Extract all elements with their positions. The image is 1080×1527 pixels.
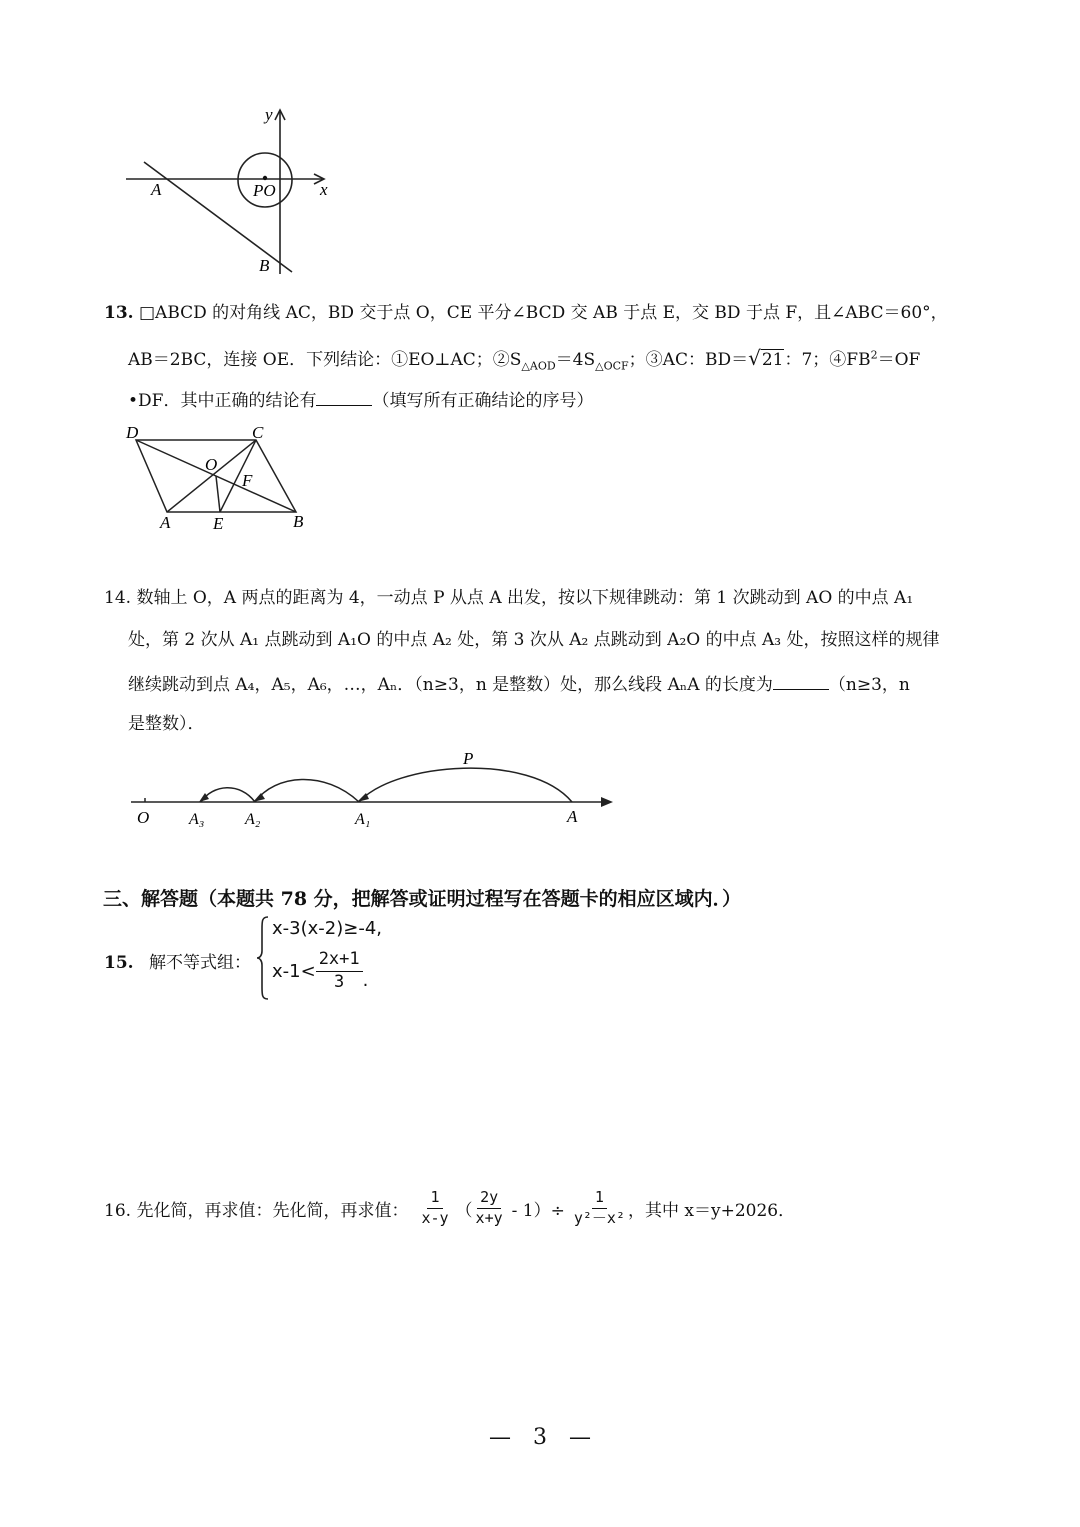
q15-number: 15. (104, 953, 134, 973)
label-b: B (259, 256, 270, 275)
q13-sqrt-value: 21 (761, 350, 784, 370)
page-number: — 3 — (489, 1425, 591, 1450)
q13-line3-a: •DF．其中正确的结论有 (128, 391, 317, 411)
q13-line2-a: AB＝2BC，连接 OE．下列结论：①EO⊥AC；②S (128, 350, 522, 370)
q16-f3-num: 1 (592, 1189, 607, 1208)
q16-tail: ，其中 x＝y+2026． (627, 1200, 796, 1221)
q13-parallelogram-figure (122, 420, 322, 535)
q12-coordinate-figure (118, 98, 338, 283)
q13-line3-b: （填写所有正确结论的序号） (372, 391, 594, 411)
q13-sup: 2 (870, 348, 878, 362)
number-line-arrow (601, 797, 613, 807)
q14-number-line-figure (125, 742, 625, 837)
q16-f1-num: 1 (427, 1189, 442, 1208)
q16-f3-den: y²－x² (573, 1208, 625, 1227)
q16-paren-open: （ (455, 1200, 473, 1221)
q15-inequality-2 (272, 950, 368, 992)
jump-arc-1 (359, 768, 572, 802)
q14-line4: 是整数）． (128, 714, 205, 734)
q16-minus-one: - 1）÷ (511, 1200, 565, 1221)
label-a: A (567, 807, 578, 826)
q16-fraction-3 (571, 1189, 628, 1227)
q13-answer-blank[interactable] (316, 390, 372, 406)
label-x: x (320, 180, 328, 199)
label-po: PO (253, 181, 276, 200)
q14-line1: 14. 数轴上 O，A 两点的距离为 4，一动点 P 从点 A 出发，按以下规律跳动：第 1 次跳动到 AO 的中点 A₁ (104, 588, 914, 608)
label-a1: A₁ (355, 811, 371, 828)
q16-text: 16. 先化简，再求值：先化简，再求值： (104, 1200, 409, 1221)
label-f: F (242, 471, 253, 490)
q13-line2-c: ；③AC：BD＝ (628, 350, 749, 370)
left-brace (256, 915, 270, 1001)
q13-sub2: △OCF (595, 359, 629, 373)
q13-line1: □ABCD 的对角线 AC，BD 交于点 O，CE 平分∠BCD 交 AB 于点 E，交 BD 于点 F，且∠ABC＝60°， (138, 303, 948, 323)
q13-line2-d: ：7；④FB (784, 350, 871, 370)
q14-line2: 处，第 2 次从 A₁ 点跳动到 A₁O 的中点 A₂ 处，第 3 次从 A₂ 点跳动到 A₂O 的中点 A₃ 处，按照这样的规律 (128, 630, 940, 650)
label-a: A (151, 180, 162, 199)
question-16 (104, 1182, 795, 1234)
q13-line2-b: ＝4S (555, 350, 596, 370)
q15-inequality-1: x-3(x-2)≥-4, (272, 918, 382, 939)
q15-fraction (316, 950, 363, 992)
label-c: C (252, 423, 264, 442)
q15-ineq2-left: x-1< (272, 960, 316, 982)
label-o: O (137, 808, 150, 827)
question-15 (104, 948, 251, 973)
section-3-title: 三、解答题（本题共 78 分，把解答或证明过程写在答题卡的相应区域内．） (103, 888, 742, 910)
q14-line3-b: （n≥3，n (828, 675, 910, 695)
label-b: B (293, 512, 304, 531)
q16-fraction-2 (473, 1189, 506, 1227)
label-p: P (463, 749, 474, 768)
label-a2: A₂ (245, 811, 261, 828)
q13-sub1: △AOD (521, 359, 556, 373)
q15-ineq2-end: . (362, 969, 369, 991)
q16-f2-num: 2y (477, 1189, 501, 1208)
label-y: y (265, 105, 273, 124)
q13-line2-e: ＝OF (877, 350, 921, 370)
segment-oe (216, 476, 220, 512)
q16-f1-den: x-y (421, 1208, 449, 1227)
q14-line3-a: 继续跳动到点 A₄，A₅，A₆，…，Aₙ．（n≥3，n 是整数）处，那么线段 AₙA 的长度为 (128, 675, 773, 695)
label-a3: A₃ (189, 811, 205, 828)
q15-fraction-num: 2x+1 (316, 950, 363, 972)
q15-fraction-den: 3 (334, 971, 345, 992)
jump-arc-3 (201, 788, 255, 802)
q16-fraction-1 (418, 1189, 451, 1227)
label-o: O (205, 455, 218, 474)
sqrt-symbol: √ (748, 346, 761, 370)
q16-f2-den: x+y (475, 1208, 503, 1227)
point-p (263, 176, 267, 180)
jump-arc-2 (255, 779, 359, 802)
label-a: A (160, 513, 171, 532)
q13-number: 13. (104, 303, 134, 323)
q15-text: 解不等式组： (148, 953, 251, 973)
label-d: D (126, 423, 139, 442)
label-e: E (213, 514, 224, 533)
q14-answer-blank[interactable] (773, 674, 829, 690)
